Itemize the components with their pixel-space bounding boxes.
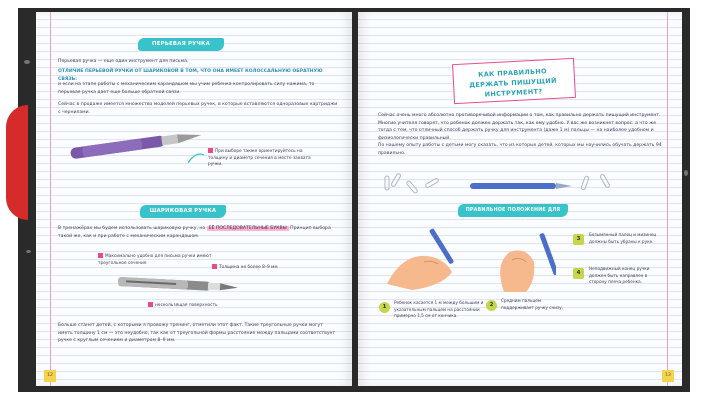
arrow-icon (186, 147, 206, 167)
paragraph (58, 225, 338, 240)
checkbox-icon (208, 148, 213, 153)
ballpoint-pen-banner: ШАРИКОВАЯ РУЧКА (140, 205, 226, 218)
checkbox-icon (98, 253, 103, 258)
paperclips-illustration (380, 170, 460, 200)
highlight-paragraph: ОТЛИЧИЕ ПЕРЬЕВОЙ РУЧКИ ОТ ШАРИКОВОЙ В ТОМ, ЧТО ОНА ИМЕЕТ КОЛОССАЛЬНУЮ ОБРАТНУЮ СВЯЗЬ: (58, 69, 323, 82)
paragraph: Больше станет детей, с которыми я провожу тренинг, отметили этот факт. Такие треугольные ручки могут иметь толщину 1 см — это неудобно, так как от треугольной формы расстояние между пальцами соответствует ручке с круглым сечением и диаметром 8–9 мм. (58, 323, 336, 343)
red-cover-edge (6, 105, 28, 220)
paragraph: По нашему опыту работы с детьми могу сказать, что из которых детей, которых мы научились обучать держать 94 правильно. (378, 143, 662, 156)
paragraph: Перьевая ручка — еще один инструмент для письма. (58, 59, 189, 64)
page-heading: КАК ПРАВИЛЬНО ДЕРЖАТЬ ПИШУЩИЙ ИНСТРУМЕНТ? (469, 67, 557, 99)
note-thickness (212, 264, 302, 272)
step-number: 1 (379, 302, 390, 313)
step-text: Ребенок касается 1 м между большим и указательным пальцем на расстоянии примерно 1,5 см от кончика. (394, 300, 484, 318)
page-margin (667, 12, 668, 386)
note-triangle (98, 253, 218, 267)
chalk-dot (684, 170, 688, 176)
blue-pen-illustration (466, 180, 576, 192)
page-number: 12 (44, 370, 56, 382)
page-number: 13 (662, 370, 674, 382)
paragraph: Сейчас очень много абсолютно противоречивой информации о том, как правильно держать пишущий инструмент. Многие учителя говорят, что ребенок должен держать так, как ему удобно. У вас же возникнет вопрос: а что же тогда с тем, что отличный способ держать ручку для инструмента (даже 1 м) пальцы — на наиболее удобном и физиологически правильный. (378, 113, 661, 141)
paperclips-illustration (573, 170, 633, 198)
page-margin (50, 12, 51, 386)
checkbox-icon (212, 264, 217, 269)
checkbox-icon (148, 302, 153, 307)
step-number: 2 (486, 300, 497, 311)
step-number: 4 (573, 268, 584, 279)
left-page (36, 12, 352, 386)
text-run: Принцип выбора такой же, как и при работе с механическим карандашом. (58, 226, 331, 239)
hand-illustration-2 (486, 224, 556, 296)
right-page (358, 12, 682, 386)
step-text: Средним пальцем поддерживает ручку снизу. (501, 298, 563, 310)
note-text: Максимально удобно для письма ручки имеют треугольное сечение (98, 254, 212, 266)
pen-note-text: При выборе также ориентируйтесь на толщину и диаметр сечения в месте захвата ручки. (208, 149, 311, 168)
note-text: нескользящая поверхность (155, 303, 218, 308)
text-run: В тренажёрах мы будем использовать шариковую ручку, но (58, 226, 206, 231)
paragraph: и если на этапе работы с механическим карандашом мы учим ребенка контролировать силу нажима, то перьевая ручка дает еще больше обратной связи. (58, 82, 315, 95)
ballpoint-pen-illustration (112, 274, 242, 296)
pen-note (208, 148, 323, 169)
chalk-dot (26, 250, 31, 253)
fountain-pen-banner: ПЕРЬЕВАЯ РУЧКА (138, 38, 224, 51)
paragraph: Сейчас в продаже имеется множество моделей перьевых ручек, в которые вставляются одноразовые картриджи с чернилами. (58, 102, 338, 115)
step-text: Безымянный палец и мизинец должны быть убраны к руке. (589, 232, 657, 244)
text-highlight: ЕЁ ПОСЛЕДОВАТЕЛЬНЫЕ БУКВЫ (208, 226, 287, 231)
note-text: Толщина не более 8–9 мм (219, 265, 278, 270)
hand-illustration-1 (382, 224, 472, 296)
note-nonslip (148, 302, 248, 310)
correct-position-banner: ПРАВИЛЬНОЕ ПОЛОЖЕНИЕ ДЛЯ ПРАВШЕЙ (458, 204, 568, 217)
chalk-dot (24, 60, 30, 64)
step-number: 3 (573, 234, 584, 245)
step-text: Неподвижный конец ручки должен быть направлен в сторону плеча ребенка. (589, 266, 650, 284)
